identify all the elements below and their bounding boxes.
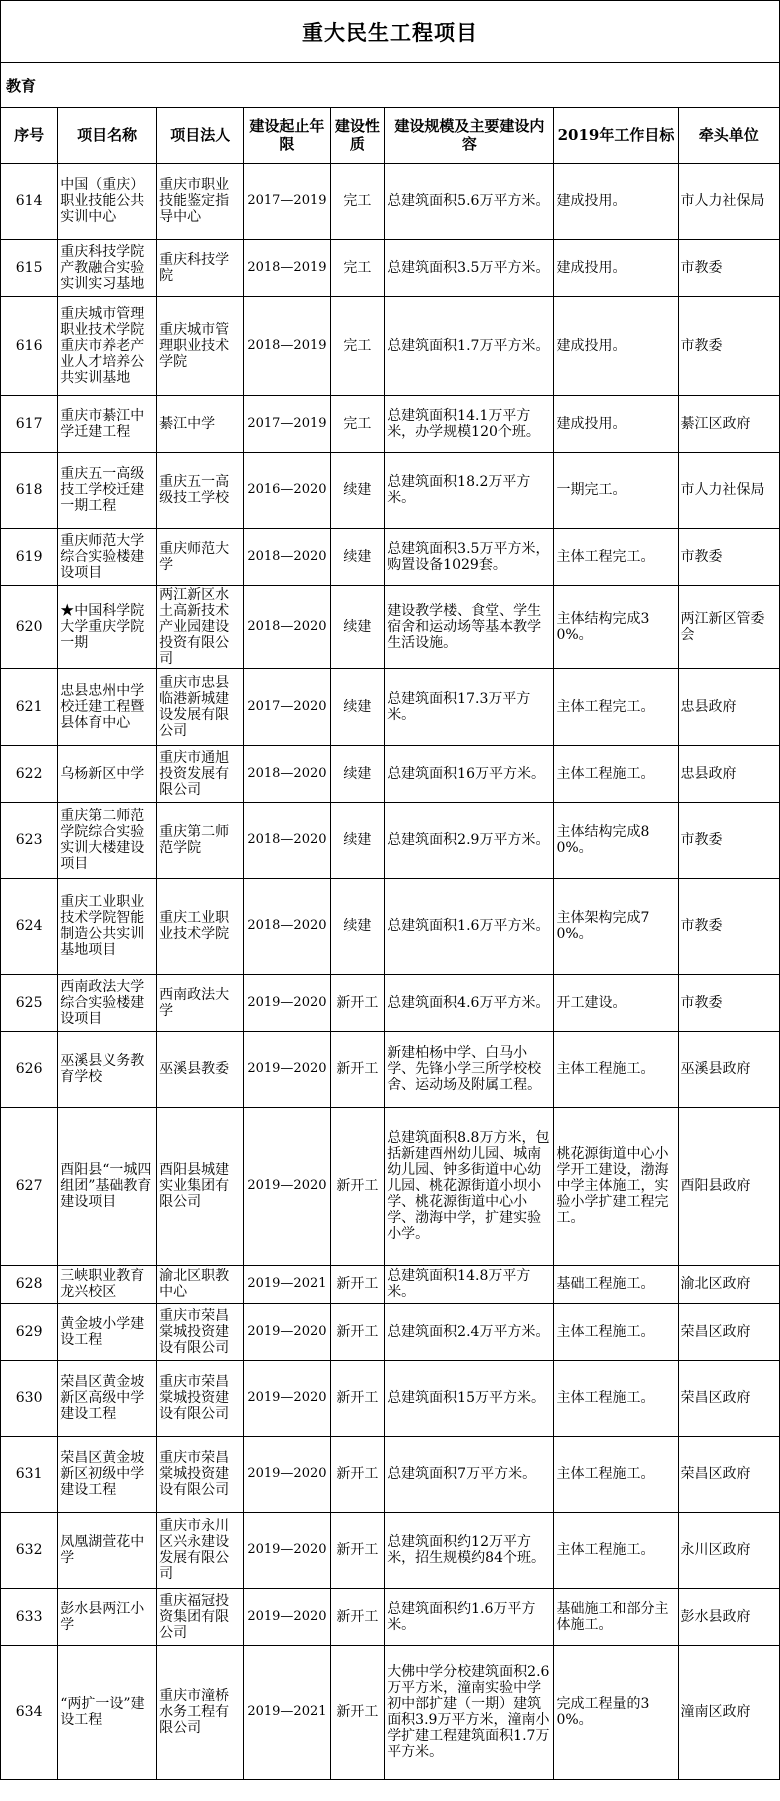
cell-owner: 重庆市职业技能鉴定指导中心: [157, 163, 244, 239]
cell-name: 重庆第二师范学院综合实验实训大楼建设项目: [58, 802, 157, 878]
cell-nature: 续建: [330, 745, 385, 802]
cell-period: 2018—2020: [244, 802, 330, 878]
table-row: [1, 296, 779, 395]
header-content: 建设规模及主要建设内容: [385, 108, 554, 163]
cell-goal: 建成投用。: [554, 395, 678, 452]
cell-nature: 新开工: [330, 1265, 385, 1303]
cell-no: 621: [1, 668, 58, 745]
header-unit: 牵头单位: [678, 108, 779, 163]
cell-content: 总建筑面积5.6万平方米。: [385, 163, 554, 239]
header-name: 项目名称: [58, 108, 157, 163]
cell-name: 重庆五一高级技工学校迁建一期工程: [58, 452, 157, 528]
table-row: [1, 585, 779, 668]
cell-owner: 渝北区职教中心: [157, 1265, 244, 1303]
cell-period: 2019—2020: [244, 1436, 330, 1512]
cell-unit: 市教委: [678, 296, 779, 395]
cell-content: 大佛中学分校建筑面积2.6万平方米，潼南实验中学初中部扩建（一期）建筑面积3.9万平方米，潼南小学扩建工程建筑面积1.7万平方米。: [385, 1645, 554, 1779]
cell-goal: 主体结构完成30%。: [554, 585, 678, 668]
table-row: [1, 1107, 779, 1265]
header-nature: 建设性质: [330, 108, 385, 163]
cell-name: 荣昌区黄金坡新区初级中学建设工程: [58, 1436, 157, 1512]
page-title: 重大民生工程项目: [1, 1, 779, 63]
cell-unit: 市教委: [678, 974, 779, 1031]
cell-owner: 酉阳县城建实业集团有限公司: [157, 1107, 244, 1265]
table-row: [1, 1303, 779, 1360]
cell-no: 620: [1, 585, 58, 668]
cell-unit: 市教委: [678, 528, 779, 585]
cell-period: 2017—2019: [244, 163, 330, 239]
cell-name: 重庆工业职业技术学院智能制造公共实训基地项目: [58, 878, 157, 974]
table-row: [1, 163, 779, 239]
cell-content: 总建筑面积15万平方米。: [385, 1360, 554, 1436]
cell-name: 彭水县两江小学: [58, 1588, 157, 1645]
cell-owner: 重庆市通旭投资发展有限公司: [157, 745, 244, 802]
cell-content: 总建筑面积约12万平方米，招生规模约84个班。: [385, 1512, 554, 1588]
cell-owner: 重庆市永川区兴永建设发展有限公司: [157, 1512, 244, 1588]
cell-owner: 重庆市荣昌棠城投资建设有限公司: [157, 1436, 244, 1512]
cell-nature: 新开工: [330, 974, 385, 1031]
cell-nature: 完工: [330, 239, 385, 296]
cell-nature: 新开工: [330, 1645, 385, 1779]
cell-period: 2018—2019: [244, 239, 330, 296]
cell-name: 凤凰湖萱花中学: [58, 1512, 157, 1588]
cell-name: 中国（重庆）职业技能公共实训中心: [58, 163, 157, 239]
table-row: [1, 974, 779, 1031]
cell-period: 2019—2021: [244, 1265, 330, 1303]
cell-unit: 忠县政府: [678, 745, 779, 802]
cell-owner: 重庆第二师范学院: [157, 802, 244, 878]
cell-period: 2019—2020: [244, 1512, 330, 1588]
cell-content: 总建筑面积2.9万平方米。: [385, 802, 554, 878]
cell-owner: 重庆市荣昌棠城投资建设有限公司: [157, 1360, 244, 1436]
cell-goal: 主体工程完工。: [554, 668, 678, 745]
cell-content: 总建筑面积16万平方米。: [385, 745, 554, 802]
cell-goal: 完成工程量的30%。: [554, 1645, 678, 1779]
cell-unit: 市教委: [678, 802, 779, 878]
cell-content: 总建筑面积18.2万平方米。: [385, 452, 554, 528]
table-row: [1, 1265, 779, 1303]
section-heading: 教育: [1, 63, 779, 108]
cell-no: 617: [1, 395, 58, 452]
cell-unit: 巫溪县政府: [678, 1031, 779, 1107]
cell-goal: 基础施工和部分主体施工。: [554, 1588, 678, 1645]
cell-nature: 完工: [330, 163, 385, 239]
cell-unit: 忠县政府: [678, 668, 779, 745]
cell-owner: 巫溪县教委: [157, 1031, 244, 1107]
cell-period: 2019—2020: [244, 1303, 330, 1360]
table-row: [1, 1031, 779, 1107]
cell-period: 2018—2020: [244, 585, 330, 668]
cell-content: 总建筑面积8.8万方米，包括新建酉州幼儿园、城南幼儿园、钟多街道中心幼儿园、桃花源街道小坝小学、桃花源街道中心小学、渤海中学，扩建实验小学。: [385, 1107, 554, 1265]
cell-unit: 潼南区政府: [678, 1645, 779, 1779]
cell-owner: 重庆城市管理职业技术学院: [157, 296, 244, 395]
cell-no: 634: [1, 1645, 58, 1779]
table-row: [1, 452, 779, 528]
cell-nature: 续建: [330, 878, 385, 974]
project-table: [1, 108, 779, 1780]
cell-goal: 建成投用。: [554, 239, 678, 296]
cell-owner: 重庆市忠县临港新城建设发展有限公司: [157, 668, 244, 745]
cell-nature: 续建: [330, 668, 385, 745]
cell-content: 总建筑面积约1.6万平方米。: [385, 1588, 554, 1645]
cell-unit: 荣昌区政府: [678, 1360, 779, 1436]
cell-name: 巫溪县义务教育学校: [58, 1031, 157, 1107]
table-row: [1, 1512, 779, 1588]
table-row: [1, 1360, 779, 1436]
cell-name: ★中国科学院大学重庆学院一期: [58, 585, 157, 668]
cell-no: 618: [1, 452, 58, 528]
cell-goal: 建成投用。: [554, 296, 678, 395]
cell-name: 黄金坡小学建设工程: [58, 1303, 157, 1360]
cell-owner: 西南政法大学: [157, 974, 244, 1031]
cell-goal: 基础工程施工。: [554, 1265, 678, 1303]
header-no: 序号: [1, 108, 58, 163]
cell-owner: 重庆工业职业技术学院: [157, 878, 244, 974]
cell-unit: 彭水县政府: [678, 1588, 779, 1645]
cell-goal: 主体工程施工。: [554, 1436, 678, 1512]
cell-goal: 主体工程施工。: [554, 745, 678, 802]
cell-content: 总建筑面积2.4万平方米。: [385, 1303, 554, 1360]
table-row: [1, 745, 779, 802]
cell-period: 2019—2020: [244, 1588, 330, 1645]
table-row: [1, 528, 779, 585]
cell-period: 2018—2020: [244, 878, 330, 974]
cell-nature: 完工: [330, 296, 385, 395]
cell-no: 631: [1, 1436, 58, 1512]
cell-no: 629: [1, 1303, 58, 1360]
cell-period: 2017—2019: [244, 395, 330, 452]
cell-goal: 主体结构完成80%。: [554, 802, 678, 878]
cell-name: 重庆市綦江中学迁建工程: [58, 395, 157, 452]
cell-no: 628: [1, 1265, 58, 1303]
cell-owner: 綦江中学: [157, 395, 244, 452]
cell-goal: 一期完工。: [554, 452, 678, 528]
cell-content: 总建筑面积3.5万平方米，购置设备1029套。: [385, 528, 554, 585]
cell-period: 2018—2020: [244, 528, 330, 585]
table-row: [1, 1436, 779, 1512]
table-header-row: [1, 108, 779, 163]
cell-unit: 永川区政府: [678, 1512, 779, 1588]
cell-goal: 主体架构完成70%。: [554, 878, 678, 974]
cell-nature: 新开工: [330, 1107, 385, 1265]
cell-name: 重庆城市管理职业技术学院重庆市养老产业人才培养公共实训基地: [58, 296, 157, 395]
cell-unit: 渝北区政府: [678, 1265, 779, 1303]
table-row: [1, 1645, 779, 1779]
cell-content: 总建筑面积1.7万平方米。: [385, 296, 554, 395]
cell-no: 623: [1, 802, 58, 878]
cell-name: 三峡职业教育龙兴校区: [58, 1265, 157, 1303]
cell-no: 625: [1, 974, 58, 1031]
cell-period: 2017—2020: [244, 668, 330, 745]
cell-no: 633: [1, 1588, 58, 1645]
cell-nature: 新开工: [330, 1588, 385, 1645]
cell-period: 2018—2019: [244, 296, 330, 395]
cell-no: 632: [1, 1512, 58, 1588]
cell-content: 总建筑面积17.3万平方米。: [385, 668, 554, 745]
cell-no: 614: [1, 163, 58, 239]
cell-period: 2019—2021: [244, 1645, 330, 1779]
table-row: [1, 395, 779, 452]
cell-no: 624: [1, 878, 58, 974]
table-row: [1, 878, 779, 974]
cell-nature: 续建: [330, 585, 385, 668]
cell-content: 总建筑面积14.1万平方米，办学规模120个班。: [385, 395, 554, 452]
cell-nature: 新开工: [330, 1360, 385, 1436]
cell-period: 2019—2020: [244, 1360, 330, 1436]
cell-goal: 桃花源街道中心小学开工建设，渤海中学主体施工，实验小学扩建工程完工。: [554, 1107, 678, 1265]
cell-owner: 重庆市荣昌棠城投资建设有限公司: [157, 1303, 244, 1360]
cell-unit: 市人力社保局: [678, 163, 779, 239]
cell-name: 西南政法大学综合实验楼建设项目: [58, 974, 157, 1031]
cell-content: 总建筑面积14.8万平方米。: [385, 1265, 554, 1303]
table-row: [1, 239, 779, 296]
cell-period: 2019—2020: [244, 1107, 330, 1265]
cell-goal: 主体工程完工。: [554, 528, 678, 585]
cell-goal: 主体工程施工。: [554, 1360, 678, 1436]
cell-period: 2016—2020: [244, 452, 330, 528]
cell-unit: 荣昌区政府: [678, 1436, 779, 1512]
cell-unit: 两江新区管委会: [678, 585, 779, 668]
cell-unit: 酉阳县政府: [678, 1107, 779, 1265]
cell-no: 619: [1, 528, 58, 585]
cell-name: 忠县忠州中学校迁建工程暨县体育中心: [58, 668, 157, 745]
cell-name: 重庆科技学院产教融合实验实训实习基地: [58, 239, 157, 296]
cell-content: 新建柏杨中学、白马小学、先锋小学三所学校校舍、运动场及附属工程。: [385, 1031, 554, 1107]
cell-content: 总建筑面积3.5万平方米。: [385, 239, 554, 296]
cell-name: 乌杨新区中学: [58, 745, 157, 802]
cell-nature: 新开工: [330, 1303, 385, 1360]
cell-content: 总建筑面积4.6万平方米。: [385, 974, 554, 1031]
cell-goal: 建成投用。: [554, 163, 678, 239]
cell-owner: 重庆师范大学: [157, 528, 244, 585]
header-goal: 2019年工作目标: [554, 108, 678, 163]
cell-nature: 新开工: [330, 1031, 385, 1107]
cell-content: 总建筑面积7万平方米。: [385, 1436, 554, 1512]
cell-goal: 主体工程施工。: [554, 1031, 678, 1107]
cell-period: 2019—2020: [244, 1031, 330, 1107]
cell-no: 627: [1, 1107, 58, 1265]
cell-unit: 荣昌区政府: [678, 1303, 779, 1360]
cell-no: 622: [1, 745, 58, 802]
cell-nature: 新开工: [330, 1436, 385, 1512]
cell-no: 615: [1, 239, 58, 296]
cell-owner: 重庆科技学院: [157, 239, 244, 296]
cell-name: 荣昌区黄金坡新区高级中学建设工程: [58, 1360, 157, 1436]
cell-no: 626: [1, 1031, 58, 1107]
cell-unit: 市教委: [678, 878, 779, 974]
cell-owner: 两江新区水土高新技术产业园建设投资有限公司: [157, 585, 244, 668]
table-row: [1, 1588, 779, 1645]
table-row: [1, 668, 779, 745]
cell-no: 630: [1, 1360, 58, 1436]
cell-period: 2019—2020: [244, 974, 330, 1031]
cell-no: 616: [1, 296, 58, 395]
cell-goal: 主体工程施工。: [554, 1303, 678, 1360]
cell-goal: 开工建设。: [554, 974, 678, 1031]
cell-nature: 新开工: [330, 1512, 385, 1588]
header-period: 建设起止年限: [244, 108, 330, 163]
cell-name: “两扩一设”建设工程: [58, 1645, 157, 1779]
cell-name: 酉阳县“一城四组团”基础教育建设项目: [58, 1107, 157, 1265]
cell-name: 重庆师范大学综合实验楼建设项目: [58, 528, 157, 585]
cell-owner: 重庆福冠投资集团有限公司: [157, 1588, 244, 1645]
cell-content: 建设教学楼、食堂、学生宿舍和运动场等基本教学生活设施。: [385, 585, 554, 668]
cell-nature: 续建: [330, 452, 385, 528]
cell-goal: 主体工程施工。: [554, 1512, 678, 1588]
cell-content: 总建筑面积1.6万平方米。: [385, 878, 554, 974]
cell-period: 2018—2020: [244, 745, 330, 802]
cell-unit: 市教委: [678, 239, 779, 296]
header-owner: 项目法人: [157, 108, 244, 163]
cell-nature: 完工: [330, 395, 385, 452]
table-row: [1, 802, 779, 878]
cell-unit: 市人力社保局: [678, 452, 779, 528]
cell-owner: 重庆五一高级技工学校: [157, 452, 244, 528]
cell-nature: 续建: [330, 802, 385, 878]
cell-nature: 续建: [330, 528, 385, 585]
cell-owner: 重庆市潼桥水务工程有限公司: [157, 1645, 244, 1779]
cell-unit: 綦江区政府: [678, 395, 779, 452]
